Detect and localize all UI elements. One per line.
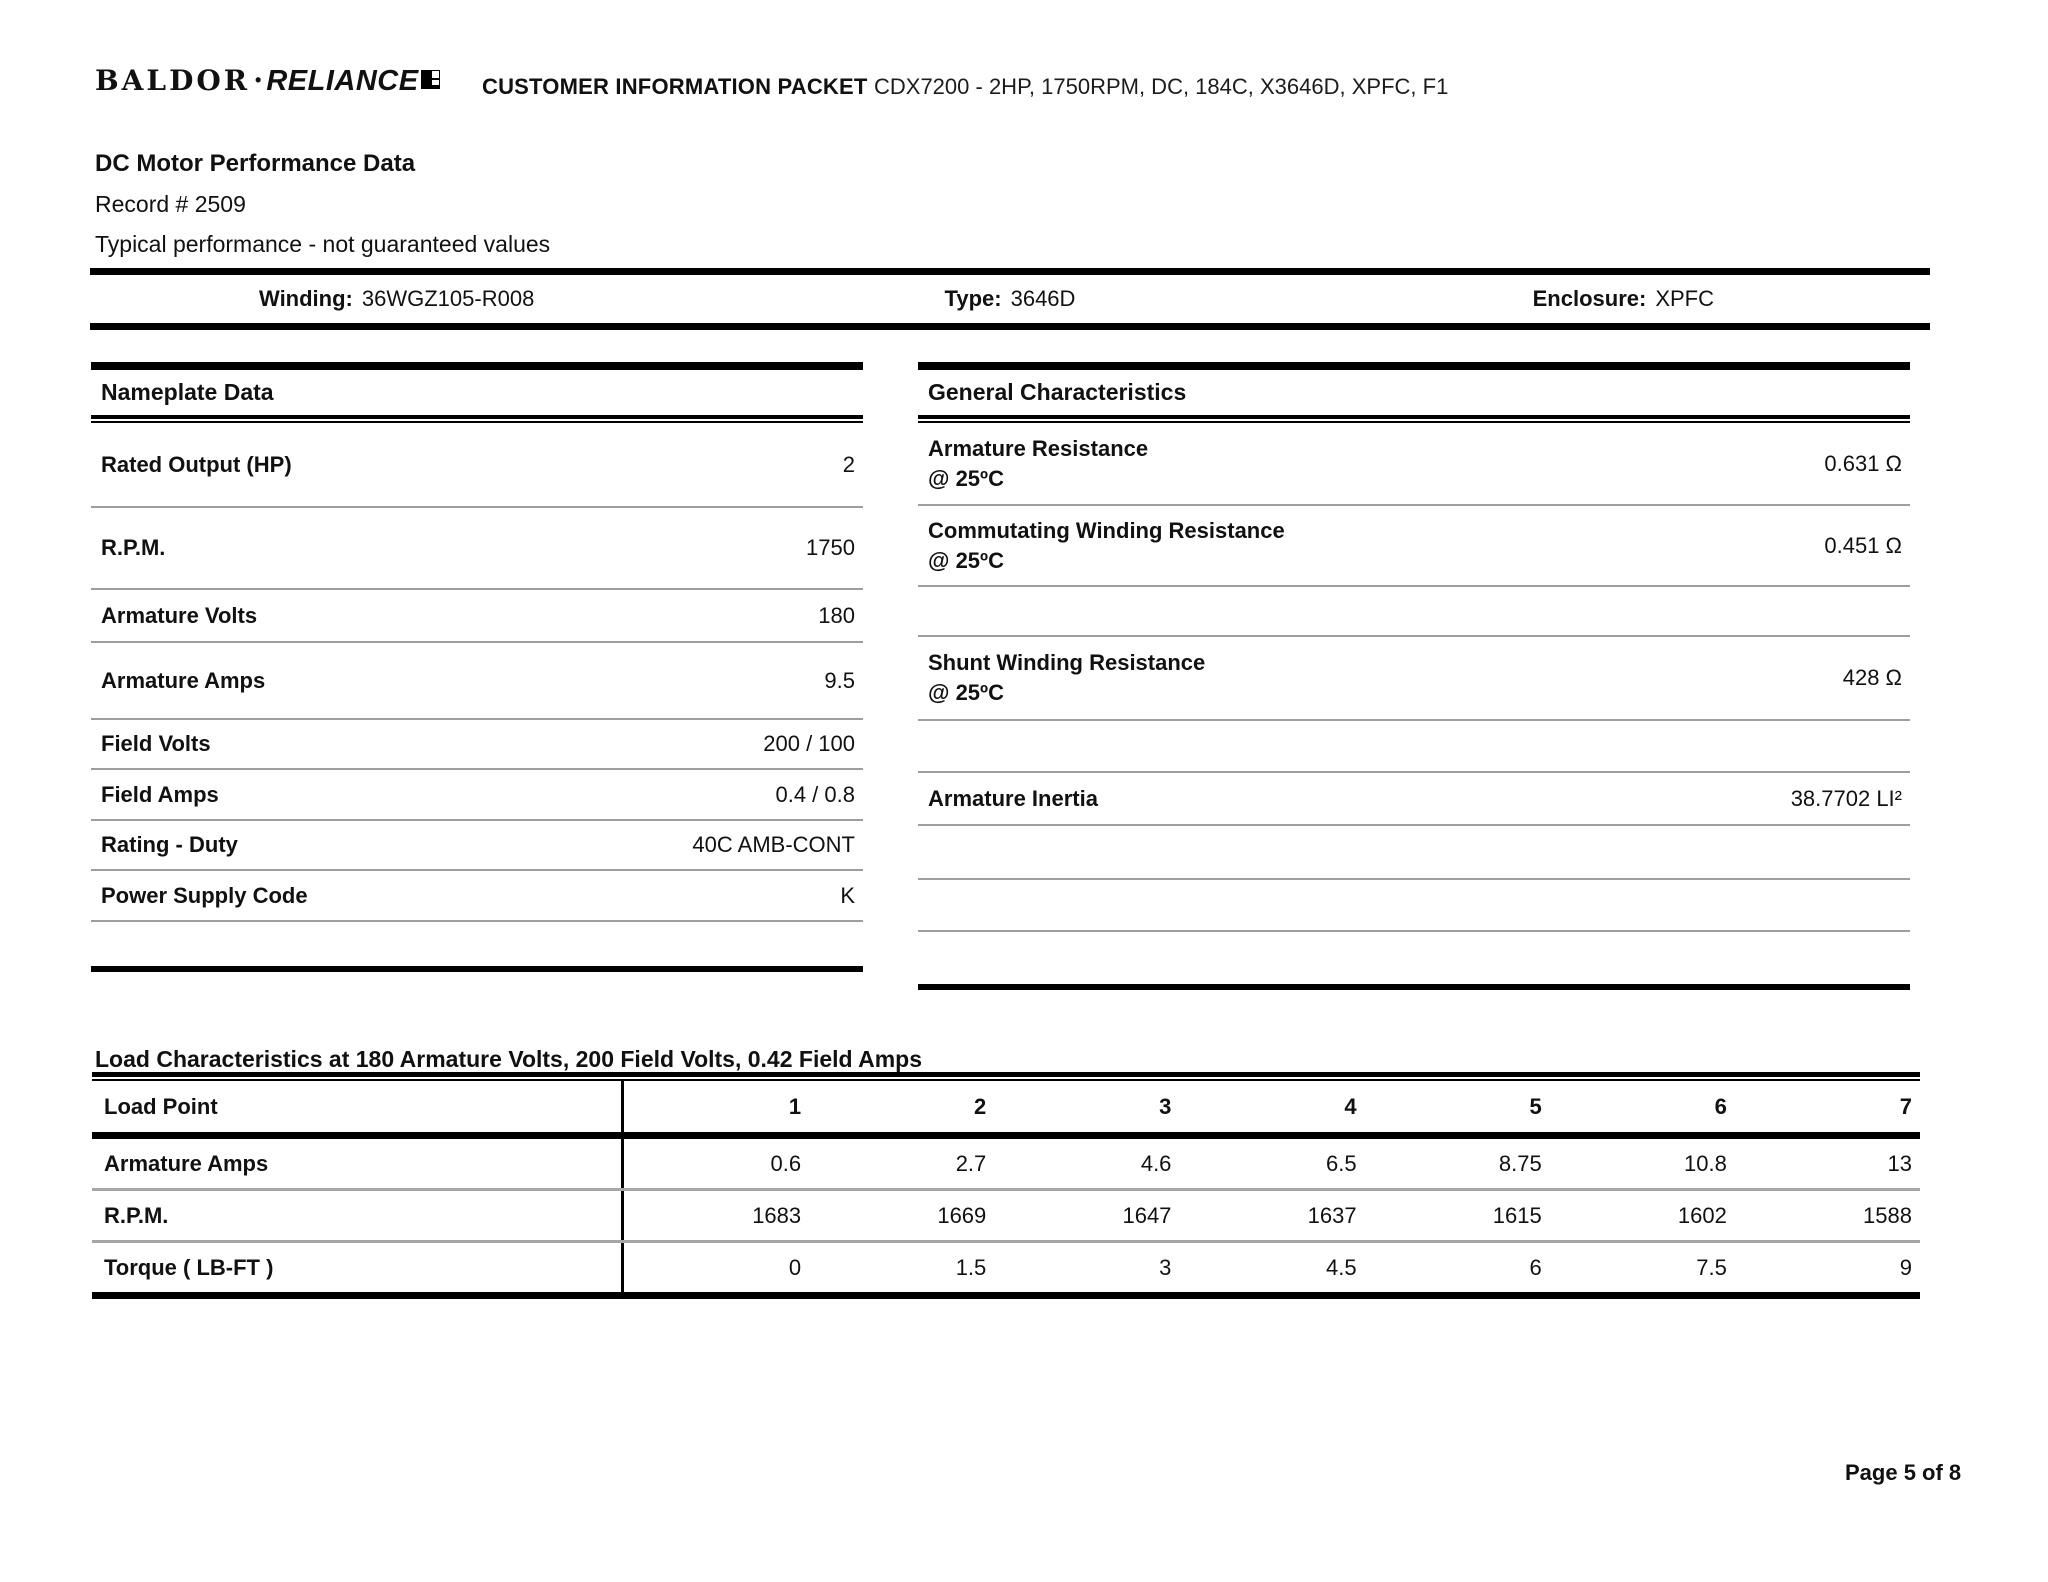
row-label: Rating - Duty	[101, 832, 238, 857]
enclosure-value: XPFC	[1655, 286, 1715, 311]
row-label: R.P.M.	[101, 535, 166, 560]
cell-value: 3	[1159, 1254, 1172, 1280]
row-label-line1: Shunt Winding Resistance	[928, 650, 1206, 675]
row-value: 0.631 Ω	[1824, 450, 1902, 476]
row-label: Power Supply Code	[101, 882, 308, 908]
table-bottom-rule	[92, 1292, 1920, 1299]
heading-divider	[918, 415, 1910, 423]
row-value: K	[840, 882, 855, 908]
row-label: R.P.M.	[92, 1191, 624, 1240]
type-value: 3646D	[1010, 286, 1076, 311]
table-header-row	[92, 1081, 1920, 1139]
panel-bottom-rule	[91, 966, 863, 972]
row-label-line2: @ 25ºC	[928, 680, 1004, 705]
enclosure-cell	[1317, 275, 1930, 323]
row-label: Armature Amps	[101, 667, 266, 693]
row-value: 1750	[806, 535, 855, 560]
logo-baldor-text: BALDOR	[95, 64, 251, 97]
performance-note: Typical performance - not guaranteed values	[95, 231, 551, 257]
column-header: 7	[1899, 1093, 1912, 1119]
column-header: 5	[1529, 1093, 1542, 1119]
empty-row	[91, 922, 863, 966]
heading-divider	[91, 415, 863, 423]
cell-value: 4.5	[1325, 1254, 1357, 1280]
nameplate-data-panel	[91, 362, 863, 972]
row-value: 0.4 / 0.8	[775, 781, 855, 807]
row-label	[928, 434, 1148, 494]
panel-bottom-rule	[918, 984, 1910, 990]
type-cell	[703, 275, 1316, 323]
row-value: 180	[818, 602, 855, 628]
table-row	[92, 1243, 1920, 1292]
empty-row	[918, 880, 1910, 932]
title-block	[95, 144, 550, 264]
column-header: 3	[1159, 1093, 1172, 1119]
cell-value: 6.5	[1325, 1150, 1357, 1176]
table-row	[91, 720, 863, 770]
column-header: 4	[1344, 1093, 1357, 1119]
winding-value: 36WGZ105-R008	[361, 286, 535, 311]
table-row	[92, 1139, 1920, 1191]
table-row	[91, 590, 863, 643]
column-header: Load Point	[92, 1081, 624, 1132]
row-value: 40C AMB-CONT	[692, 832, 855, 857]
row-label-line1: Armature Resistance	[928, 435, 1149, 461]
row-value: 428 Ω	[1842, 665, 1902, 690]
table-row	[91, 821, 863, 871]
empty-row	[918, 932, 1910, 984]
empty-row	[918, 721, 1910, 773]
empty-row	[918, 587, 1910, 637]
winding-cell	[90, 275, 703, 323]
cell-value: 8.75	[1498, 1150, 1542, 1176]
table-row	[92, 1191, 1920, 1243]
record-number: Record # 2509	[95, 191, 246, 217]
cell-value: 0.6	[770, 1150, 802, 1176]
row-label: Rated Output (HP)	[101, 451, 292, 477]
row-label: Field Amps	[101, 781, 219, 807]
table-row	[91, 423, 863, 508]
baldor-reliance-logo	[95, 64, 440, 98]
table-row	[918, 423, 1910, 506]
empty-row	[918, 826, 1910, 880]
row-label-line1: Armature Inertia	[928, 785, 1098, 811]
cell-value: 2.7	[955, 1150, 987, 1176]
logo-reliance-text: RELIANCE	[266, 65, 419, 97]
load-characteristics-heading: Load Characteristics at 180 Armature Volts, 200 Field Volts, 0.42 Field Amps	[95, 1046, 923, 1072]
cell-value: 1615	[1492, 1202, 1542, 1228]
table-row	[918, 637, 1910, 721]
row-label: Torque ( LB-FT )	[92, 1243, 624, 1292]
logo-square-mark-icon	[421, 70, 440, 89]
row-label: Field Volts	[101, 731, 211, 756]
cell-value: 1602	[1677, 1202, 1727, 1228]
page-title: DC Motor Performance Data	[95, 150, 416, 177]
winding-label: Winding:	[259, 286, 353, 311]
winding-type-enclosure-bar	[90, 268, 1930, 330]
row-value: 9.5	[824, 667, 855, 693]
cell-value: 6	[1529, 1254, 1542, 1280]
column-header: 6	[1714, 1093, 1727, 1119]
cell-value: 1669	[937, 1202, 987, 1228]
table-row	[918, 773, 1910, 826]
motor-model-line: CDX7200 - 2HP, 1750RPM, DC, 184C, X3646D, XPFC, F1	[874, 74, 1449, 99]
table-row	[91, 508, 863, 590]
table-row	[91, 770, 863, 821]
row-label-line2: @ 25ºC	[928, 465, 1004, 491]
row-label: Armature Volts	[101, 602, 258, 628]
cell-value: 1647	[1122, 1202, 1172, 1228]
cell-value: 1683	[752, 1202, 802, 1228]
table-row	[91, 871, 863, 922]
cell-value: 1588	[1863, 1202, 1912, 1228]
row-label: Armature Amps	[92, 1139, 624, 1188]
row-label-line1: Commutating Winding Resistance	[928, 517, 1285, 543]
row-value: 200 / 100	[763, 731, 855, 756]
enclosure-label: Enclosure:	[1532, 286, 1647, 311]
cell-value: 10.8	[1684, 1150, 1727, 1176]
packet-title: CUSTOMER INFORMATION PACKET	[482, 74, 868, 99]
column-header: 1	[788, 1093, 802, 1119]
table-row	[91, 643, 863, 720]
cell-value: 1.5	[955, 1254, 987, 1280]
cell-value: 4.6	[1140, 1150, 1172, 1176]
row-label	[928, 784, 1098, 814]
page-number: Page 5 of 8	[1845, 1460, 1962, 1485]
row-value: 2	[842, 451, 855, 477]
load-characteristics-table	[92, 1072, 1920, 1299]
row-label-line2: @ 25ºC	[928, 547, 1004, 573]
nameplate-heading: Nameplate Data	[101, 379, 274, 405]
cell-value: 9	[1899, 1254, 1912, 1280]
cell-value: 13	[1887, 1150, 1912, 1176]
table-row	[918, 506, 1910, 587]
row-label	[928, 648, 1205, 708]
row-value: 38.7702 LI²	[1790, 785, 1902, 811]
column-header: 2	[974, 1093, 987, 1119]
logo-dot: •	[255, 70, 262, 90]
row-value: 0.451 Ω	[1824, 532, 1902, 558]
general-heading: General Characteristics	[928, 379, 1187, 405]
type-label: Type:	[944, 286, 1002, 311]
table-top-rule	[92, 1072, 1920, 1081]
cell-value: 0	[788, 1254, 802, 1280]
row-label	[928, 516, 1285, 576]
cell-value: 1637	[1307, 1202, 1357, 1228]
general-characteristics-panel	[918, 362, 1910, 990]
cell-value: 7.5	[1696, 1254, 1727, 1280]
